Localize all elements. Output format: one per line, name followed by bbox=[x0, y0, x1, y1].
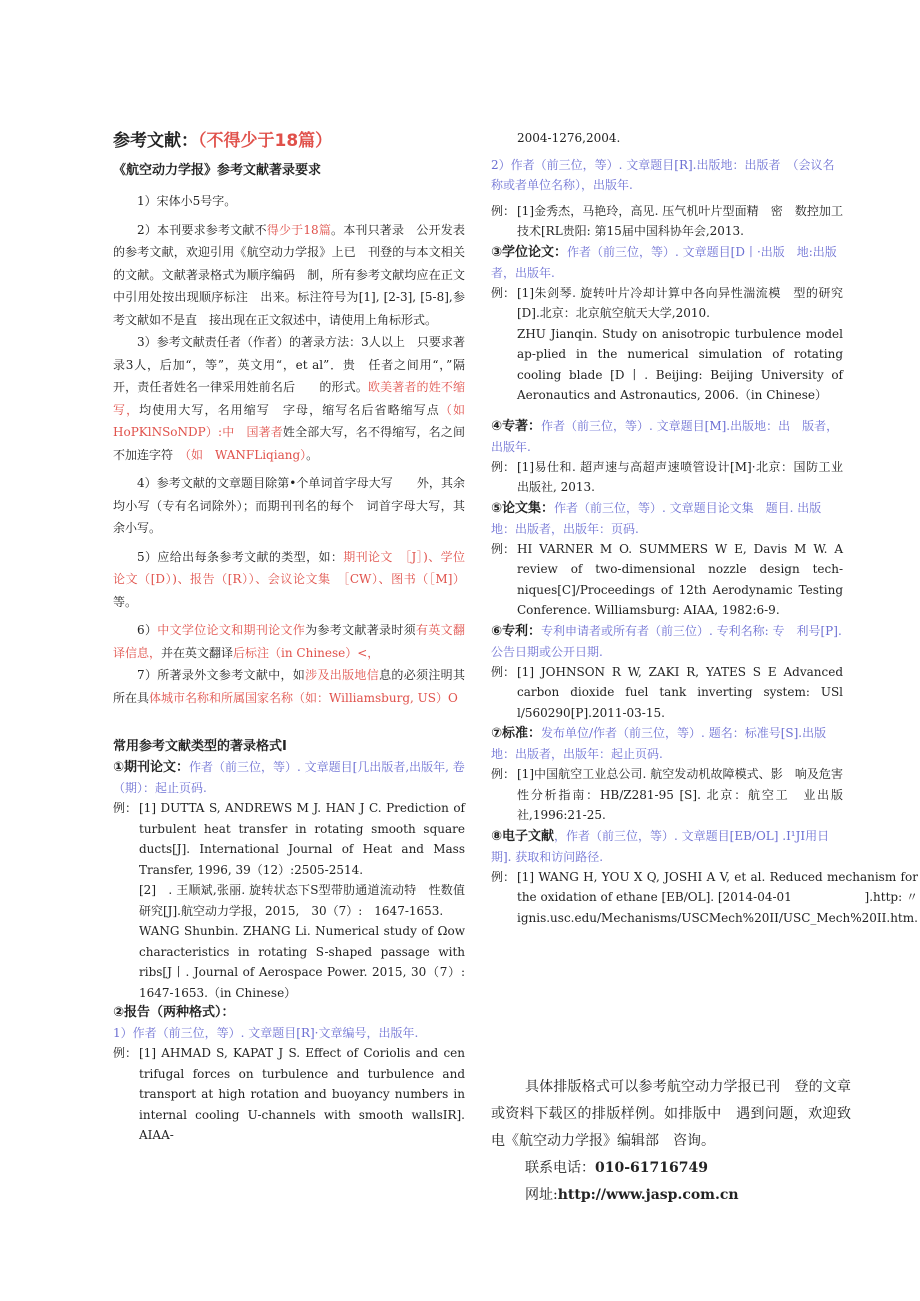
rule-2: 2）本刊要求参考文献不得少于18篇。本刊只著录 公开发表的参考文献，欢迎引用《航空动力学报》上已 刊登的与本文相关的文献。文献著录格式为顺序编码 制，所有参考文献均应在正文中引用处按出现顺序标注 出来。标注符号为[1], [2-3], [5-8],参考文献如不是直 接出现在正文叙述中，请使用上角标形式。 bbox=[113, 222, 465, 327]
proceedings-format: ⑤论文集：作者（前三位，等）. 文章题目论文集 题目. 出版地：出版者，出版年：页码. bbox=[491, 500, 822, 536]
rule-4: 4）参考文献的文章题目除第•个单词首字母大写 外，其余均小写（专有名词除外）；而期刊刊名的每个 词首字母大写，其余小写。 bbox=[113, 476, 465, 535]
report-format-2: 2）作者（前三位，等）. 文章题目[R].出版地：出版者 （会议名称或者单位名称），出版年. bbox=[491, 157, 835, 192]
patent-example: 例： [1] JOHNSON R W, ZAKI R, YATES S E Advanced carbon dioxide fuel tank inverting system: USl l∕560290[P].2011-03-15. bbox=[491, 664, 843, 720]
monograph-format: ④专著：作者（前三位，等）. 文章题目[M].出版地：出 版者，出版年. bbox=[491, 418, 839, 454]
patent-format: ⑥专利：专利申请者或所有者（前三位）. 专利名称: 专 利号[P].公告日期或公开日期. bbox=[491, 623, 842, 659]
page-title: 参考文献：（不得少于18篇） bbox=[113, 131, 333, 151]
right-column bbox=[491, 128, 918, 928]
thesis-format: ③学位论文：作者（前三位，等）. 文章题目[D丨·出版 地:出版者，出版年. bbox=[491, 244, 837, 280]
journal-example-2: [2] . 王顺斌,张丽. 旋转状态下S型带肋通道流动特 性数值研究[J].航空动力学报，2015, 30（7）: 1647-1653. bbox=[139, 883, 465, 918]
report-example-1: 例： [1] AHMAD S, KAPAT J S. Effect of Coriolis and cen trifugal forces on turbulence and turbulence and transport at high rotation and buoyancy numbers in internal cooling U-channels with smooth wallsIR]. AIAA- bbox=[113, 1046, 465, 1142]
electronic-example: 例： [1] WANG H, YOU X Q, JOSHI A V, et al. Reduced mechanism for the oxidation of ethane [EB∕OL]. [2014-04-01 ].http: 〃 ignis.usc.edu/Mechanisms/USCMech%20II/USC_Mech%20II.htm. bbox=[491, 869, 918, 925]
left-column bbox=[113, 128, 465, 1146]
rule-5: 5）应给出每条参考文献的类型，如：期刊论文 ［J］)、学位论文（[D）)、报告（[R））、会议论文集 ［CW）、图书（［M]）等。 bbox=[113, 549, 465, 609]
rule-6: 6）中文学位论文和期刊论文作为参考文献著录时须有英文翻译信息，并在英文翻译后标注（in Chinese）<， bbox=[113, 623, 465, 660]
closing-paragraph: 具体排版格式可以参考航空动力学报已刊 登的文章或资料下载区的排版样例。如排版中 遇到问题，欢迎致电《航空动力学报》编辑部 咨询。 bbox=[491, 1079, 851, 1149]
journal-example: 例： [1] DUTTA S, ANDREWS M J. HAN J C. Prediction of turbulent heat transfer in rotating smooth square ducts[J]. International Journal of Heat and Mass Transfer, 1996, 39（12）:2505-2514. bbox=[113, 801, 465, 877]
rule-1: 1）宋体小5号字。 bbox=[137, 194, 237, 208]
report-example-1-cont: 2004-1276,2004. bbox=[517, 131, 621, 145]
report-format-1: 1）作者（前三位，等）. 文章题目[R]·文章编号，出版年. bbox=[113, 1026, 419, 1040]
formats-heading: 常用参考文献类型的著录格式I bbox=[113, 739, 287, 754]
journal-example-2-en: WANG Shunbin. ZHANG Li. Numerical study of Ωow characteristics in rotating S-shaped passage with ribs[J丨. Journal of Aerospace Power. 2015, 30（7）: 1647-1653.（in Chinese） bbox=[139, 924, 465, 1000]
contact-website: 网址:http://www.jasp.com.cn bbox=[525, 1187, 739, 1203]
rule-7: 7）所著录外文参考文献中，如涉及出版地信息的必须注明其所在具体城市名称和所属国家名称（如：Williamsburg, US）O bbox=[113, 668, 465, 705]
thesis-example: 例： [1]朱剑琴. 旋转叶片冷却计算中各向异性湍流模 型的研究[D].北京：北京航空航天大学,2010. bbox=[491, 285, 843, 320]
report-heading: ②报告（两种格式）： bbox=[113, 1005, 235, 1020]
rule-3: 3）参考文献责任者（作者）的著录方法：3人以上 只要求著录3人，后加“，等”，英文用“，et al”．贵 任者之间用“，”隔开，责任者姓名一律采用姓前名后 的形式。欧美著者的姓不缩写，均使用大写，名用缩写 字母，缩写名后省略缩写点（如HoPKlNSoNDP）:中 国著者姓全部大写，名不得缩写，名之间不加连字符 （如 WANFLiqiang）。 bbox=[113, 335, 465, 462]
standard-example: 例： [1]中国航空工业总公司. 航空发动机故障模式、影 响及危害性分析指南：HB∕Z281-95 [S]. 北京：航空工 业出版社,1996:21-25. bbox=[491, 767, 843, 822]
monograph-example: 例： [1]易仕和. 超声速与高超声速喷管设计[M]·北京：国防工业出版社, 2013. bbox=[491, 459, 843, 494]
title-note: （不得少于18篇） bbox=[198, 131, 333, 151]
contact-phone: 联系电话：010-61716749 bbox=[525, 1160, 708, 1176]
proceedings-example: 例： HI VARNER M O. SUMMERS W E, Davis M W. A review of two-dimensional nozzle design tech-niques[C]∕Proceedings of 12th Aerodynamic Testing Conference. Williamsburg: AIAA, 1982:6-9. bbox=[491, 541, 843, 617]
electronic-format: ⑧电子文献，作者（前三位，等）. 文章题目[EB∕OL] .I¹JI用日期]. 获取和访问路径. bbox=[491, 828, 830, 864]
thesis-example-en: ZHU Jianqin. Study on anisotropic turbulence model ap-plied in the numerical simulation of rotating cooling blade [D丨. Beijing: Beijing University of Aeronautics and Astronautics, 2006.（in Chinese） bbox=[517, 326, 843, 402]
report-example-2: 例： [1]金秀杰，马艳玲，高见. 压气机叶片型面精 密 数控加工技术[RL贵阳: 第15届中国科协年会,2013. bbox=[491, 203, 843, 238]
requirements-heading: 《航空动力学报》参考文献著录要求 bbox=[113, 163, 322, 178]
journal-format: ①期刊论文：作者（前三位，等）. 文章题目[几出版者,出版年, 卷（期）：起止页码. bbox=[113, 760, 465, 795]
closing-note bbox=[491, 1074, 851, 1209]
standard-format: ⑦标准：发布单位/作者（前三位，等）. 题名：标准号[S].出版地：出版者，出版年：起止页码. bbox=[491, 726, 827, 761]
